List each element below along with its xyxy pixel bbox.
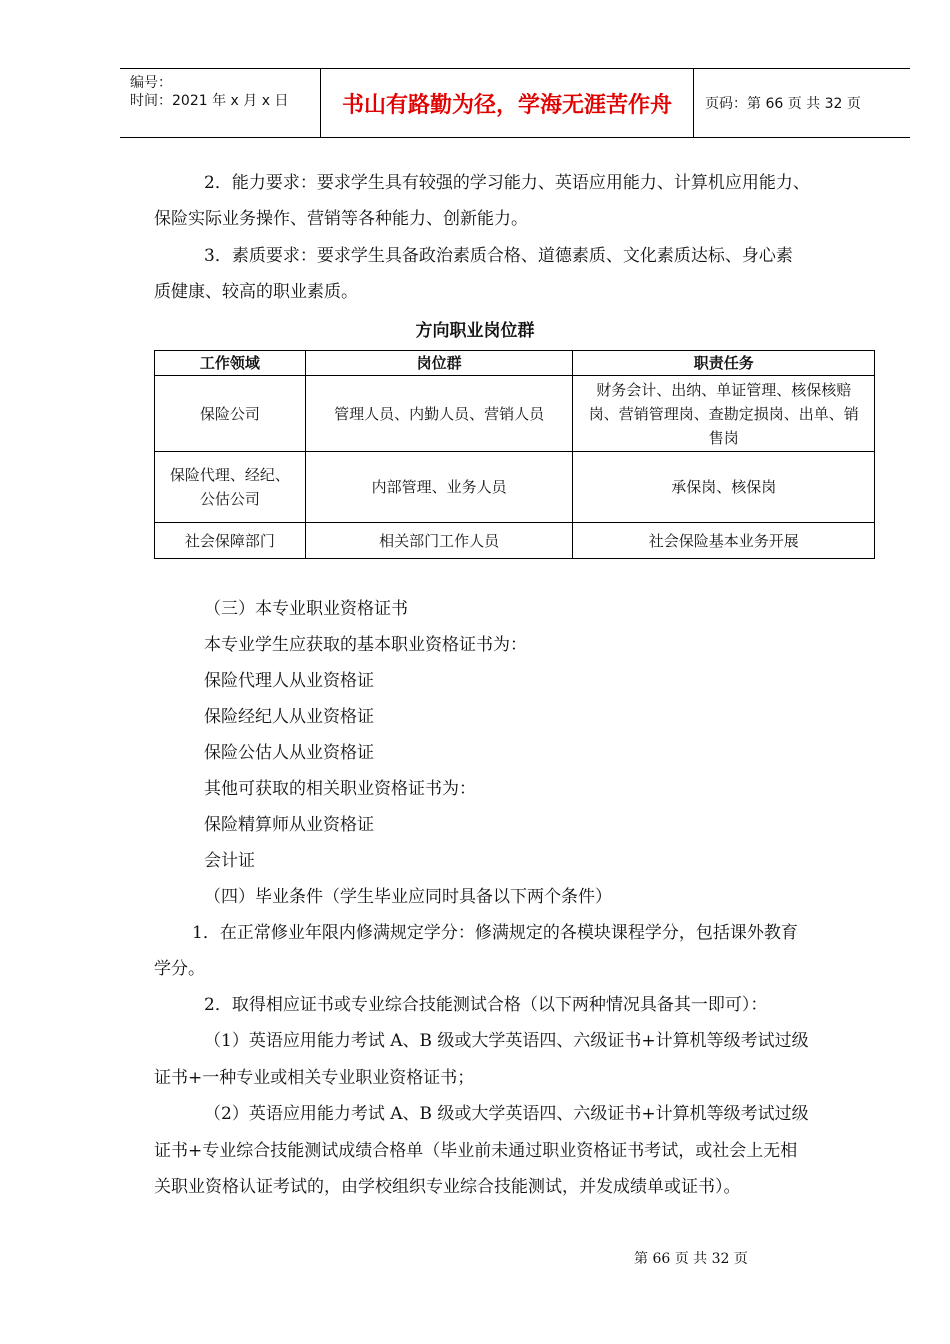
table-cell: 保险代理、经纪、公估公司 (155, 452, 306, 523)
paragraph: 学分。 (154, 959, 205, 979)
paragraph: 保险实际业务操作、营销等各种能力、创新能力。 (154, 209, 528, 229)
cert-item: 保险经纪人从业资格证 (204, 707, 374, 727)
paragraph: （1）英语应用能力考试 A、B 级或大学英语四、六级证书+计算机等级考试过级 (204, 1031, 809, 1051)
job-position-table (154, 350, 875, 559)
paragraph: 1．在正常修业年限内修满规定学分：修满规定的各模块课程学分，包括课外教育 (192, 923, 798, 943)
column-header: 工作领域 (155, 351, 306, 376)
table-cell: 相关部门工作人员 (305, 523, 573, 559)
column-header: 职责任务 (573, 351, 875, 376)
cert-item: 保险代理人从业资格证 (204, 671, 374, 691)
table-cell: 社会保障部门 (155, 523, 306, 559)
paragraph: 关职业资格认证考试的，由学校组织专业综合技能测试，并发成绩单或证书）。 (154, 1177, 741, 1197)
paragraph: 本专业学生应获取的基本职业资格证书为： (204, 635, 527, 655)
section-heading: （四）毕业条件（学生毕业应同时具备以下两个条件） (204, 887, 612, 907)
paragraph: 2．取得相应证书或专业综合技能测试合格（以下两种情况具备其一即可）： (204, 995, 768, 1015)
paragraph: 其他可获取的相关职业资格证书为： (204, 779, 476, 799)
table-row (155, 523, 875, 559)
table-cell: 内部管理、业务人员 (305, 452, 573, 523)
paragraph: 2．能力要求：要求学生具有较强的学习能力、英语应用能力、计算机应用能力、 (204, 173, 810, 193)
table-cell: 承保岗、核保岗 (573, 452, 875, 523)
paragraph: 证书+一种专业或相关专业职业资格证书； (154, 1068, 475, 1088)
column-header: 岗位群 (305, 351, 573, 376)
time-label: 时间：2021 年 x 月 x 日 (130, 93, 289, 109)
table-cell: 财务会计、出纳、单证管理、核保核赔岗、营销管理岗、查勘定损岗、出单、销售岗 (573, 376, 875, 452)
table-cell: 管理人员、内勤人员、营销人员 (305, 376, 573, 452)
table-header-row (155, 351, 875, 376)
header-slogan: 书山有路勤为径，学海无涯苦作舟 (321, 69, 694, 137)
paragraph: 质健康、较高的职业素质。 (154, 282, 358, 302)
number-label: 编号： (130, 75, 172, 91)
table-row (155, 452, 875, 523)
paragraph: 3．素质要求：要求学生具备政治素质合格、道德素质、文化素质达标、身心素 (204, 246, 793, 266)
header-page-info: 页码：第 66 页 共 32 页 (705, 96, 861, 112)
table-cell: 保险公司 (155, 376, 306, 452)
page-header (120, 68, 910, 138)
cert-item: 保险精算师从业资格证 (204, 815, 374, 835)
paragraph: 证书+专业综合技能测试成绩合格单（毕业前未通过职业资格证书考试，或社会上无相 (154, 1141, 798, 1161)
table-cell: 社会保险基本业务开展 (573, 523, 875, 559)
cert-item: 会计证 (204, 851, 255, 871)
page-footer: 第 66 页 共 32 页 (634, 1251, 748, 1267)
section-heading: （三）本专业职业资格证书 (204, 599, 408, 619)
paragraph: （2）英语应用能力考试 A、B 级或大学英语四、六级证书+计算机等级考试过级 (204, 1104, 809, 1124)
header-meta (120, 69, 321, 137)
table-title: 方向职业岗位群 (415, 321, 535, 341)
cert-item: 保险公估人从业资格证 (204, 743, 374, 763)
table-row (155, 376, 875, 452)
